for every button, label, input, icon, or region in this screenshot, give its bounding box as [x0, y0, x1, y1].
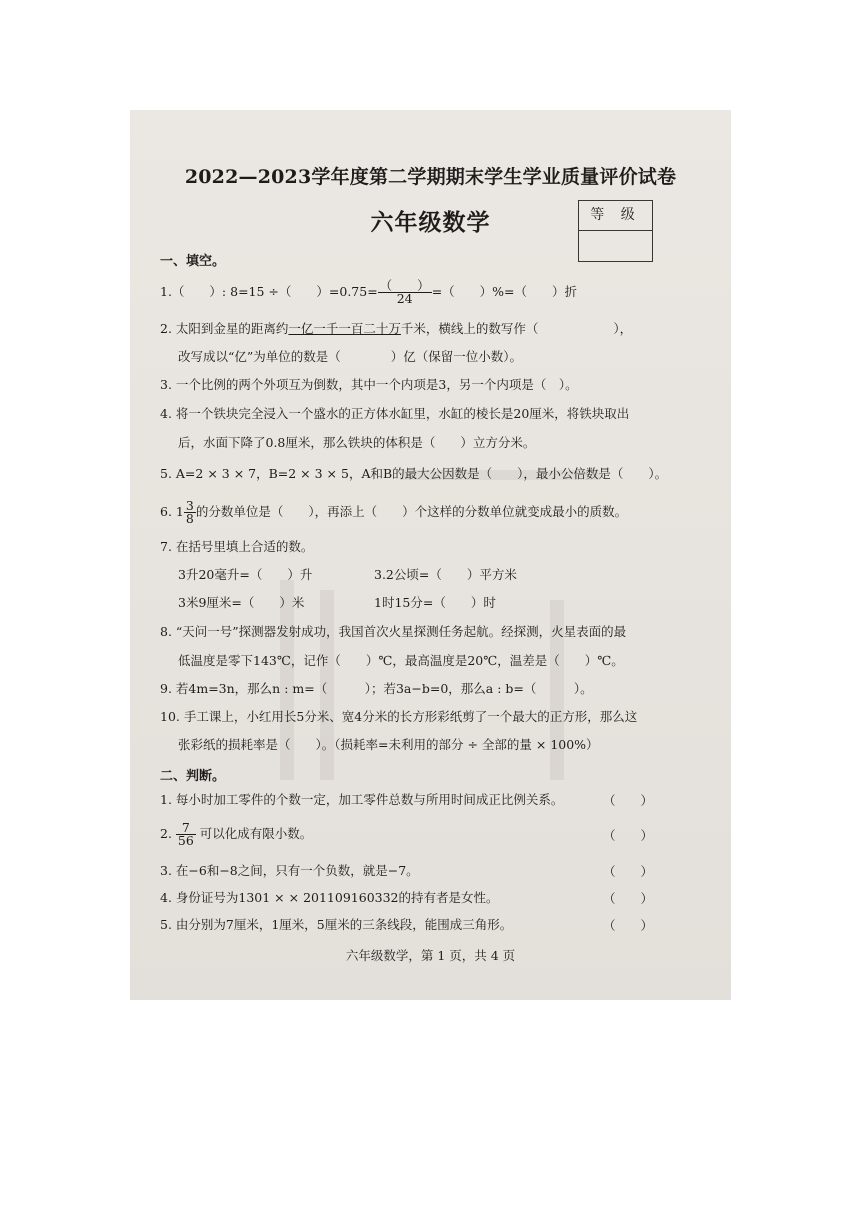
question-2-3: 3. 在−6和−8之间，只有一个负数，就是−7。: [160, 863, 419, 878]
question-1-8-line2: 低温度是零下143℃，记作（ ）℃，最高温度是20℃，温差是（ ）℃。: [178, 653, 624, 668]
question-2-5: 5. 由分别为7厘米，1厘米，5厘米的三条线段，能围成三角形。: [160, 917, 513, 932]
question-1-8: 8. “天问一号”探测器发射成功，我国首次火星探测任务起航。经探测，火星表面的最: [160, 624, 627, 639]
question-1-4: 4. 将一个铁块完全浸入一个盛水的正方体水缸里，水缸的棱长是20厘米，将铁块取出: [160, 406, 630, 421]
question-1-7: 7. 在括号里填上合适的数。: [160, 539, 314, 554]
exam-page: [130, 110, 731, 1000]
question-1-4-line2: 后，水面下降了0.8厘米，那么铁块的体积是（ ）立方分米。: [178, 435, 536, 450]
exam-subtitle: 六年级数学: [370, 209, 491, 236]
question-2-1: 1. 每小时加工零件的个数一定，加工零件总数与所用时间成正比例关系。: [160, 792, 564, 807]
answer-paren[interactable]: （ ）: [602, 891, 653, 906]
answer-paren[interactable]: （ ）: [602, 918, 653, 933]
fraction: $\frac{3}{8}$: [185, 498, 194, 526]
question-1-9: 9. 若4m=3n，那么n : m=（ ）；若3a−b=0，那么a : b=（ ）。: [160, 681, 593, 696]
answer-paren[interactable]: （ ）: [602, 864, 653, 879]
grade-label: 等 级: [579, 201, 652, 231]
question-1-3: 3. 一个比例的两个外项互为倒数，其中一个内项是3，另一个内项是（ ）。: [160, 377, 578, 392]
question-2-4: 4. 身份证号为1301 × × 201109160332的持有者是女性。: [160, 890, 499, 905]
question-1-5: 5. A=2 × 3 × 7，B=2 × 3 × 5，A和B的最大公因数是（ ），最小公倍数是（ ）。: [160, 466, 668, 481]
question-2-2: 2. $\frac{7}{56}$ 可以化成有限小数。: [160, 820, 313, 848]
grade-field[interactable]: [579, 231, 652, 261]
grade-box: [578, 200, 653, 262]
question-1-2-line2: 改写成以“亿”为单位的数是（ ）亿（保留一位小数）。: [178, 349, 523, 364]
question-1-7-b: 3.2公顷=（ ）平方米: [374, 567, 517, 582]
question-1-2: 2. 太阳到金星的距离约一亿一千一百二十万千米，横线上的数写作（ ），: [160, 321, 633, 336]
exam-title: 2022—2023学年度第二学期期末学生学业质量评价试卷: [184, 166, 677, 188]
question-1-10-line2: 张彩纸的损耗率是（ ）。（损耗率=未利用的部分 ÷ 全部的量 × 100%）: [178, 737, 599, 752]
answer-paren[interactable]: （ ）: [602, 793, 653, 808]
section-fill-blank-heading: 一、填空。: [160, 254, 226, 269]
question-1-7-d: 1时15分=（ ）时: [374, 595, 496, 610]
page-footer: 六年级数学，第 1 页，共 4 页: [345, 948, 516, 963]
question-1-10: 10. 手工课上，小红用长5分米、宽4分米的长方形彩纸剪了一个最大的正方形，那么这: [160, 709, 638, 724]
question-1-1: 1.（ ）: 8=15 ÷（ ）=0.75= $\frac{( )}{24}$ =（ ）%=（ ）折: [160, 278, 578, 306]
section-judge-heading: 二、判断。: [160, 769, 226, 784]
question-1-7-a: 3升20毫升=（ ）升: [178, 567, 313, 582]
question-1-6: 6. 1 $\frac{3}{8}$ 的分数单位是（ ），再添上（ ）个这样的分数单位就变成最小的质数。: [160, 498, 628, 526]
fraction: $\frac{7}{56}$: [177, 820, 194, 848]
fraction: $\frac{( )}{24}$: [379, 278, 430, 306]
question-1-7-c: 3米9厘米=（ ）米: [178, 595, 305, 610]
answer-paren[interactable]: （ ）: [602, 828, 653, 843]
